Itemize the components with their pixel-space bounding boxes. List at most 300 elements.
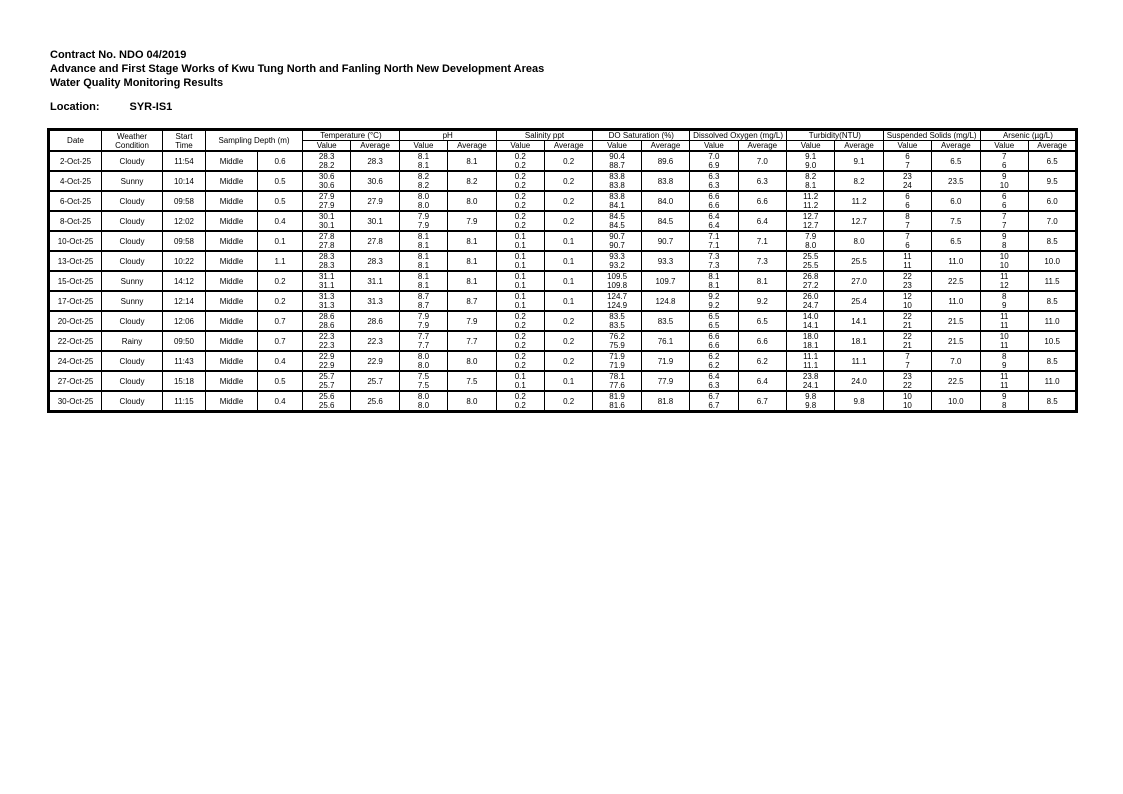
ph-value-cell — [399, 311, 447, 331]
weather-cell: Cloudy — [102, 191, 163, 211]
do-reading: 7.3 — [708, 261, 720, 270]
turbidity-value-cell — [786, 291, 834, 311]
temp-average-cell: 22.9 — [351, 351, 399, 371]
ss-reading: 11 — [903, 261, 912, 270]
table-row — [49, 151, 1077, 171]
do-sat-average-cell: 89.6 — [641, 151, 689, 171]
do-reading: 7.3 — [708, 252, 720, 261]
start-time-cell: 12:02 — [163, 211, 206, 231]
report-title: Water Quality Monitoring Results — [50, 77, 224, 89]
arsenic-reading: 7 — [1002, 152, 1007, 161]
ss-reading: 23 — [902, 372, 912, 381]
salinity-reading: 0.2 — [514, 172, 526, 181]
table-row — [49, 191, 1077, 211]
depth-type-cell: Middle — [206, 311, 258, 331]
col-group-temp: Temperature (°C) — [303, 130, 400, 141]
ss-reading: 8 — [905, 212, 910, 221]
date-cell: 15-Oct-25 — [49, 271, 102, 291]
arsenic-value-cell — [980, 231, 1028, 251]
ph-reading: 7.9 — [417, 312, 430, 321]
do-value-cell — [690, 271, 738, 291]
arsenic-average-cell: 11.0 — [1028, 311, 1076, 331]
ss-reading: 22 — [902, 312, 912, 321]
do-sat-reading: 83.8 — [609, 172, 625, 181]
do-sat-value-cell — [593, 231, 641, 251]
salinity-reading: 0.2 — [514, 312, 526, 321]
turbidity-reading: 9.8 — [805, 392, 817, 401]
depth-type-cell: Middle — [206, 251, 258, 271]
arsenic-value-cell — [980, 191, 1028, 211]
ss-value-cell — [883, 291, 931, 311]
weather-cell: Sunny — [102, 291, 163, 311]
turbidity-average-cell: 18.1 — [835, 331, 883, 351]
depth-value-cell: 0.2 — [258, 291, 303, 311]
ph-reading: 8.0 — [417, 392, 430, 401]
do-value-cell — [690, 211, 738, 231]
turbidity-reading: 11.1 — [803, 352, 819, 361]
do-sat-average-cell: 90.7 — [641, 231, 689, 251]
do-reading: 6.6 — [708, 332, 720, 341]
arsenic-value-cell — [980, 311, 1028, 331]
do-sat-average-cell: 124.8 — [641, 291, 689, 311]
do-sat-value-cell — [593, 171, 641, 191]
arsenic-average-cell: 8.5 — [1028, 291, 1076, 311]
turbidity-reading: 24.7 — [802, 301, 819, 310]
table-row — [49, 391, 1077, 412]
start-time-cell: 11:15 — [163, 391, 206, 412]
weather-cell: Cloudy — [102, 311, 163, 331]
salinity-reading: 0.1 — [514, 372, 526, 381]
date-cell: 13-Oct-25 — [49, 251, 102, 271]
do-sat-reading: 84.5 — [609, 221, 625, 230]
temp-value-cell — [303, 371, 351, 391]
do-sat-reading: 88.7 — [609, 161, 625, 170]
depth-type-cell: Middle — [206, 271, 258, 291]
ph-reading: 8.0 — [417, 192, 430, 201]
ss-average-header: Average — [932, 141, 980, 152]
salinity-reading: 0.2 — [514, 201, 526, 210]
do-sat-average-cell: 83.5 — [641, 311, 689, 331]
turbidity-reading: 8.0 — [805, 241, 817, 250]
arsenic-reading: 9 — [1002, 392, 1007, 401]
ph-average-cell: 8.0 — [448, 391, 496, 412]
start-time-cell: 11:54 — [163, 151, 206, 171]
ph-reading: 8.1 — [417, 281, 430, 290]
arsenic-average-cell: 6.5 — [1028, 151, 1076, 171]
ss-average-cell: 22.5 — [932, 271, 980, 291]
weather-cell: Cloudy — [102, 251, 163, 271]
ph-value-cell — [399, 231, 447, 251]
temp-value-cell — [303, 231, 351, 251]
turbidity-reading: 12.7 — [802, 221, 819, 230]
do-reading: 7.1 — [708, 241, 720, 250]
ph-reading: 8.1 — [417, 241, 430, 250]
col-header-weather-condition: Weather Condition — [102, 130, 163, 152]
salinity-value-cell — [496, 291, 544, 311]
temp-reading: 25.7 — [318, 381, 335, 390]
ss-average-cell: 22.5 — [932, 371, 980, 391]
water-quality-table — [47, 128, 1078, 413]
temp-average-cell: 30.6 — [351, 171, 399, 191]
do-reading: 6.3 — [708, 172, 720, 181]
do-reading: 6.3 — [708, 381, 720, 390]
salinity-value-cell — [496, 171, 544, 191]
ss-average-cell: 7.0 — [932, 351, 980, 371]
salinity-average-cell: 0.1 — [544, 371, 592, 391]
do-average-cell: 7.1 — [738, 231, 786, 251]
salinity-reading: 0.1 — [514, 241, 526, 250]
ss-reading: 7 — [905, 232, 910, 241]
do-reading: 6.3 — [708, 181, 720, 190]
ss-value-cell — [883, 391, 931, 412]
do-value-cell — [690, 251, 738, 271]
ph-value-cell — [399, 171, 447, 191]
ph-reading: 8.7 — [417, 301, 430, 310]
ss-reading: 10 — [902, 401, 912, 410]
ss-reading: 21 — [902, 341, 912, 350]
salinity-reading: 0.2 — [514, 181, 526, 190]
depth-type-cell: Middle — [206, 371, 258, 391]
ph-average-cell: 8.1 — [448, 151, 496, 171]
temp-average-cell: 27.8 — [351, 231, 399, 251]
turbidity-reading: 7.9 — [805, 232, 817, 241]
temp-value-cell — [303, 191, 351, 211]
ss-average-cell: 23.5 — [932, 171, 980, 191]
salinity-average-cell: 0.1 — [544, 271, 592, 291]
start-time-cell: 09:58 — [163, 231, 206, 251]
depth-value-cell: 0.5 — [258, 191, 303, 211]
do-sat-reading: 109.8 — [607, 281, 628, 290]
do-sat-value-cell — [593, 151, 641, 171]
ss-reading: 6 — [905, 241, 910, 250]
depth-value-cell: 0.5 — [258, 371, 303, 391]
weather-cell: Cloudy — [102, 351, 163, 371]
ss-reading: 22 — [902, 381, 912, 390]
temp-reading: 28.3 — [318, 261, 335, 270]
salinity-average-cell: 0.2 — [544, 311, 592, 331]
do-sat-average-cell: 109.7 — [641, 271, 689, 291]
temp-reading: 28.6 — [318, 312, 335, 321]
turbidity-reading: 25.5 — [802, 252, 819, 261]
arsenic-reading: 6 — [1002, 161, 1007, 170]
location-row — [50, 101, 172, 113]
temp-value-cell — [303, 311, 351, 331]
salinity-value-cell — [496, 331, 544, 351]
turbidity-reading: 26.0 — [802, 292, 819, 301]
ss-reading: 10 — [902, 392, 912, 401]
depth-value-cell: 0.7 — [258, 311, 303, 331]
temp-reading: 25.6 — [318, 392, 335, 401]
temp-reading: 25.6 — [318, 401, 335, 410]
start-time-cell: 09:50 — [163, 331, 206, 351]
depth-value-cell: 0.7 — [258, 331, 303, 351]
arsenic-reading: 12 — [999, 281, 1009, 290]
col-group-salinity: Salinity ppt — [496, 130, 593, 141]
ss-reading: 11 — [903, 252, 912, 261]
depth-value-cell: 0.5 — [258, 171, 303, 191]
salinity-reading: 0.2 — [514, 361, 526, 370]
temp-reading: 27.9 — [318, 201, 335, 210]
temp-value-cell — [303, 391, 351, 412]
do-value-header: Value — [690, 141, 738, 152]
ph-value-cell — [399, 351, 447, 371]
do-sat-reading: 109.5 — [607, 272, 628, 281]
temp-value-cell — [303, 271, 351, 291]
ss-average-cell: 10.0 — [932, 391, 980, 412]
date-cell: 6-Oct-25 — [49, 191, 102, 211]
ph-reading: 7.7 — [417, 341, 430, 350]
do-sat-reading: 71.9 — [609, 352, 625, 361]
temp-value-cell — [303, 151, 351, 171]
turbidity-average-cell: 11.2 — [835, 191, 883, 211]
do-average-cell: 6.6 — [738, 191, 786, 211]
do-average-cell: 8.1 — [738, 271, 786, 291]
ss-average-cell: 6.0 — [932, 191, 980, 211]
ss-average-cell: 7.5 — [932, 211, 980, 231]
do-sat-value-cell — [593, 211, 641, 231]
turbidity-reading: 18.0 — [802, 332, 819, 341]
ss-reading: 24 — [902, 181, 912, 190]
temp-value-cell — [303, 251, 351, 271]
arsenic-reading: 10 — [999, 261, 1009, 270]
temp-average-cell: 28.3 — [351, 151, 399, 171]
location-label: Location: — [50, 101, 100, 113]
salinity-reading: 0.2 — [514, 341, 526, 350]
salinity-average-cell: 0.1 — [544, 231, 592, 251]
ph-reading: 8.1 — [417, 152, 430, 161]
temp-average-cell: 25.7 — [351, 371, 399, 391]
salinity-reading: 0.2 — [514, 392, 526, 401]
depth-type-cell: Middle — [206, 151, 258, 171]
temp-reading: 22.9 — [318, 361, 335, 370]
do-sat-reading: 90.7 — [609, 232, 625, 241]
table-row — [49, 271, 1077, 291]
arsenic-reading: 11 — [1000, 321, 1009, 330]
arsenic-value-cell — [980, 271, 1028, 291]
arsenic-reading: 11 — [1000, 381, 1009, 390]
do-reading: 6.5 — [708, 321, 720, 330]
ph-reading: 8.1 — [417, 261, 430, 270]
do-reading: 6.5 — [708, 312, 720, 321]
do-sat-reading: 124.9 — [607, 301, 628, 310]
turbidity-reading: 11.2 — [803, 201, 819, 210]
arsenic-value-cell — [980, 371, 1028, 391]
turbidity-value-cell — [786, 331, 834, 351]
do-reading: 6.7 — [708, 392, 720, 401]
depth-type-cell: Middle — [206, 391, 258, 412]
do-reading: 6.4 — [708, 372, 720, 381]
turbidity-reading: 11.1 — [803, 361, 819, 370]
table-row — [49, 211, 1077, 231]
date-cell: 2-Oct-25 — [49, 151, 102, 171]
col-header-sampling-depth: Sampling Depth (m) — [206, 130, 303, 152]
arsenic-average-cell: 7.0 — [1028, 211, 1076, 231]
ph-average-cell: 8.1 — [448, 271, 496, 291]
temp-reading: 31.1 — [318, 281, 335, 290]
arsenic-reading: 11 — [1000, 272, 1009, 281]
ss-value-cell — [883, 311, 931, 331]
salinity-reading: 0.1 — [514, 252, 526, 261]
do-average-header: Average — [738, 141, 786, 152]
salinity-reading: 0.2 — [514, 161, 526, 170]
ss-average-cell: 21.5 — [932, 311, 980, 331]
ss-value-cell — [883, 371, 931, 391]
turbidity-reading: 27.2 — [802, 281, 819, 290]
depth-value-cell: 0.4 — [258, 211, 303, 231]
weather-cell: Sunny — [102, 271, 163, 291]
salinity-value-cell — [496, 311, 544, 331]
start-time-cell: 10:22 — [163, 251, 206, 271]
turbidity-reading: 8.1 — [805, 181, 817, 190]
do-sat-average-cell: 84.0 — [641, 191, 689, 211]
ph-reading: 8.0 — [417, 361, 430, 370]
salinity-average-cell: 0.2 — [544, 191, 592, 211]
arsenic-value-cell — [980, 251, 1028, 271]
salinity-reading: 0.1 — [514, 381, 526, 390]
date-cell: 22-Oct-25 — [49, 331, 102, 351]
ph-average-cell: 8.1 — [448, 251, 496, 271]
salinity-average-cell: 0.2 — [544, 171, 592, 191]
temp-average-cell: 28.3 — [351, 251, 399, 271]
do-sat-value-cell — [593, 391, 641, 412]
do-reading: 6.6 — [708, 192, 720, 201]
do-sat-reading: 78.1 — [609, 372, 625, 381]
ph-reading: 8.1 — [417, 272, 430, 281]
arsenic-value-cell — [980, 211, 1028, 231]
do-sat-reading: 124.7 — [607, 292, 628, 301]
ss-average-cell: 21.5 — [932, 331, 980, 351]
ss-reading: 21 — [902, 321, 912, 330]
do-average-cell: 6.4 — [738, 371, 786, 391]
salinity-value-cell — [496, 191, 544, 211]
do-reading: 9.2 — [708, 292, 720, 301]
arsenic-average-cell: 8.5 — [1028, 391, 1076, 412]
col-group-turbidity: Turbidity(NTU) — [786, 130, 883, 141]
start-time-cell: 14:12 — [163, 271, 206, 291]
do-sat-reading: 75.9 — [609, 341, 625, 350]
ph-reading: 8.1 — [417, 232, 430, 241]
arsenic-reading: 9 — [1002, 301, 1007, 310]
location-value: SYR-IS1 — [129, 101, 173, 113]
ph-reading: 8.2 — [417, 181, 430, 190]
arsenic-average-header: Average — [1028, 141, 1076, 152]
do-average-cell: 6.5 — [738, 311, 786, 331]
do-sat-reading: 77.6 — [609, 381, 625, 390]
temp-reading: 22.9 — [318, 352, 335, 361]
table-row — [49, 351, 1077, 371]
turbidity-average-cell: 9.8 — [835, 391, 883, 412]
do-value-cell — [690, 311, 738, 331]
ss-reading: 7 — [905, 221, 910, 230]
salinity-reading: 0.2 — [514, 192, 526, 201]
ph-reading: 8.0 — [417, 401, 430, 410]
temp-reading: 22.3 — [318, 341, 335, 350]
ss-value-header: Value — [883, 141, 931, 152]
salinity-reading: 0.2 — [514, 352, 526, 361]
col-header-date: Date — [49, 130, 102, 152]
do-sat-average-cell: 84.5 — [641, 211, 689, 231]
turbidity-average-header: Average — [835, 141, 883, 152]
do-sat-value-cell — [593, 311, 641, 331]
do-sat-value-cell — [593, 291, 641, 311]
arsenic-reading: 8 — [1002, 292, 1007, 301]
depth-value-cell: 0.4 — [258, 351, 303, 371]
ph-value-cell — [399, 371, 447, 391]
arsenic-reading: 11 — [1000, 372, 1009, 381]
salinity-reading: 0.1 — [514, 281, 526, 290]
do-reading: 6.4 — [708, 221, 720, 230]
do-reading: 8.1 — [708, 281, 720, 290]
weather-cell: Cloudy — [102, 211, 163, 231]
ss-reading: 6 — [905, 192, 910, 201]
weather-cell: Cloudy — [102, 231, 163, 251]
arsenic-average-cell: 9.5 — [1028, 171, 1076, 191]
do-reading: 6.6 — [708, 341, 720, 350]
turbidity-value-cell — [786, 191, 834, 211]
salinity-reading: 0.2 — [514, 401, 526, 410]
table-row — [49, 251, 1077, 271]
do-sat-reading: 81.9 — [609, 392, 625, 401]
do-average-cell: 6.2 — [738, 351, 786, 371]
ph-average-cell: 7.9 — [448, 311, 496, 331]
salinity-reading: 0.1 — [514, 232, 526, 241]
turbidity-value-cell — [786, 171, 834, 191]
temp-reading: 28.3 — [318, 252, 335, 261]
salinity-value-cell — [496, 211, 544, 231]
arsenic-value-cell — [980, 351, 1028, 371]
temp-reading: 22.3 — [318, 332, 335, 341]
arsenic-value-cell — [980, 291, 1028, 311]
arsenic-reading: 10 — [999, 252, 1009, 261]
do-value-cell — [690, 371, 738, 391]
turbidity-reading: 8.2 — [805, 172, 817, 181]
group-header-row — [49, 130, 1077, 141]
depth-value-cell: 0.2 — [258, 271, 303, 291]
do-sat-value-cell — [593, 191, 641, 211]
col-header-start-time: Start Time — [163, 130, 206, 152]
do-sat-reading: 76.2 — [609, 332, 625, 341]
ph-reading: 7.9 — [417, 221, 430, 230]
do-reading: 6.9 — [708, 161, 720, 170]
do-average-cell: 9.2 — [738, 291, 786, 311]
ph-reading: 8.2 — [417, 172, 430, 181]
ss-value-cell — [883, 151, 931, 171]
arsenic-average-cell: 10.0 — [1028, 251, 1076, 271]
turbidity-reading: 18.1 — [802, 341, 819, 350]
temp-reading: 30.1 — [318, 212, 335, 221]
temp-average-cell: 31.1 — [351, 271, 399, 291]
do-sat-reading: 83.8 — [609, 192, 625, 201]
arsenic-reading: 6 — [1002, 192, 1007, 201]
arsenic-reading: 6 — [1002, 201, 1007, 210]
do-value-cell — [690, 151, 738, 171]
temp-value-cell — [303, 331, 351, 351]
turbidity-reading: 25.5 — [802, 261, 819, 270]
turbidity-value-cell — [786, 391, 834, 412]
arsenic-reading: 7 — [1002, 212, 1007, 221]
temp-average-cell: 25.6 — [351, 391, 399, 412]
col-group-do: Dissolved Oxygen (mg/L) — [690, 130, 787, 141]
temp-value-header: Value — [303, 141, 351, 152]
temp-reading: 25.7 — [318, 372, 335, 381]
temp-average-cell: 22.3 — [351, 331, 399, 351]
date-cell: 17-Oct-25 — [49, 291, 102, 311]
arsenic-reading: 9 — [1002, 172, 1007, 181]
do-value-cell — [690, 231, 738, 251]
do-reading: 6.7 — [708, 401, 720, 410]
depth-type-cell: Middle — [206, 331, 258, 351]
temp-reading: 31.3 — [318, 301, 335, 310]
